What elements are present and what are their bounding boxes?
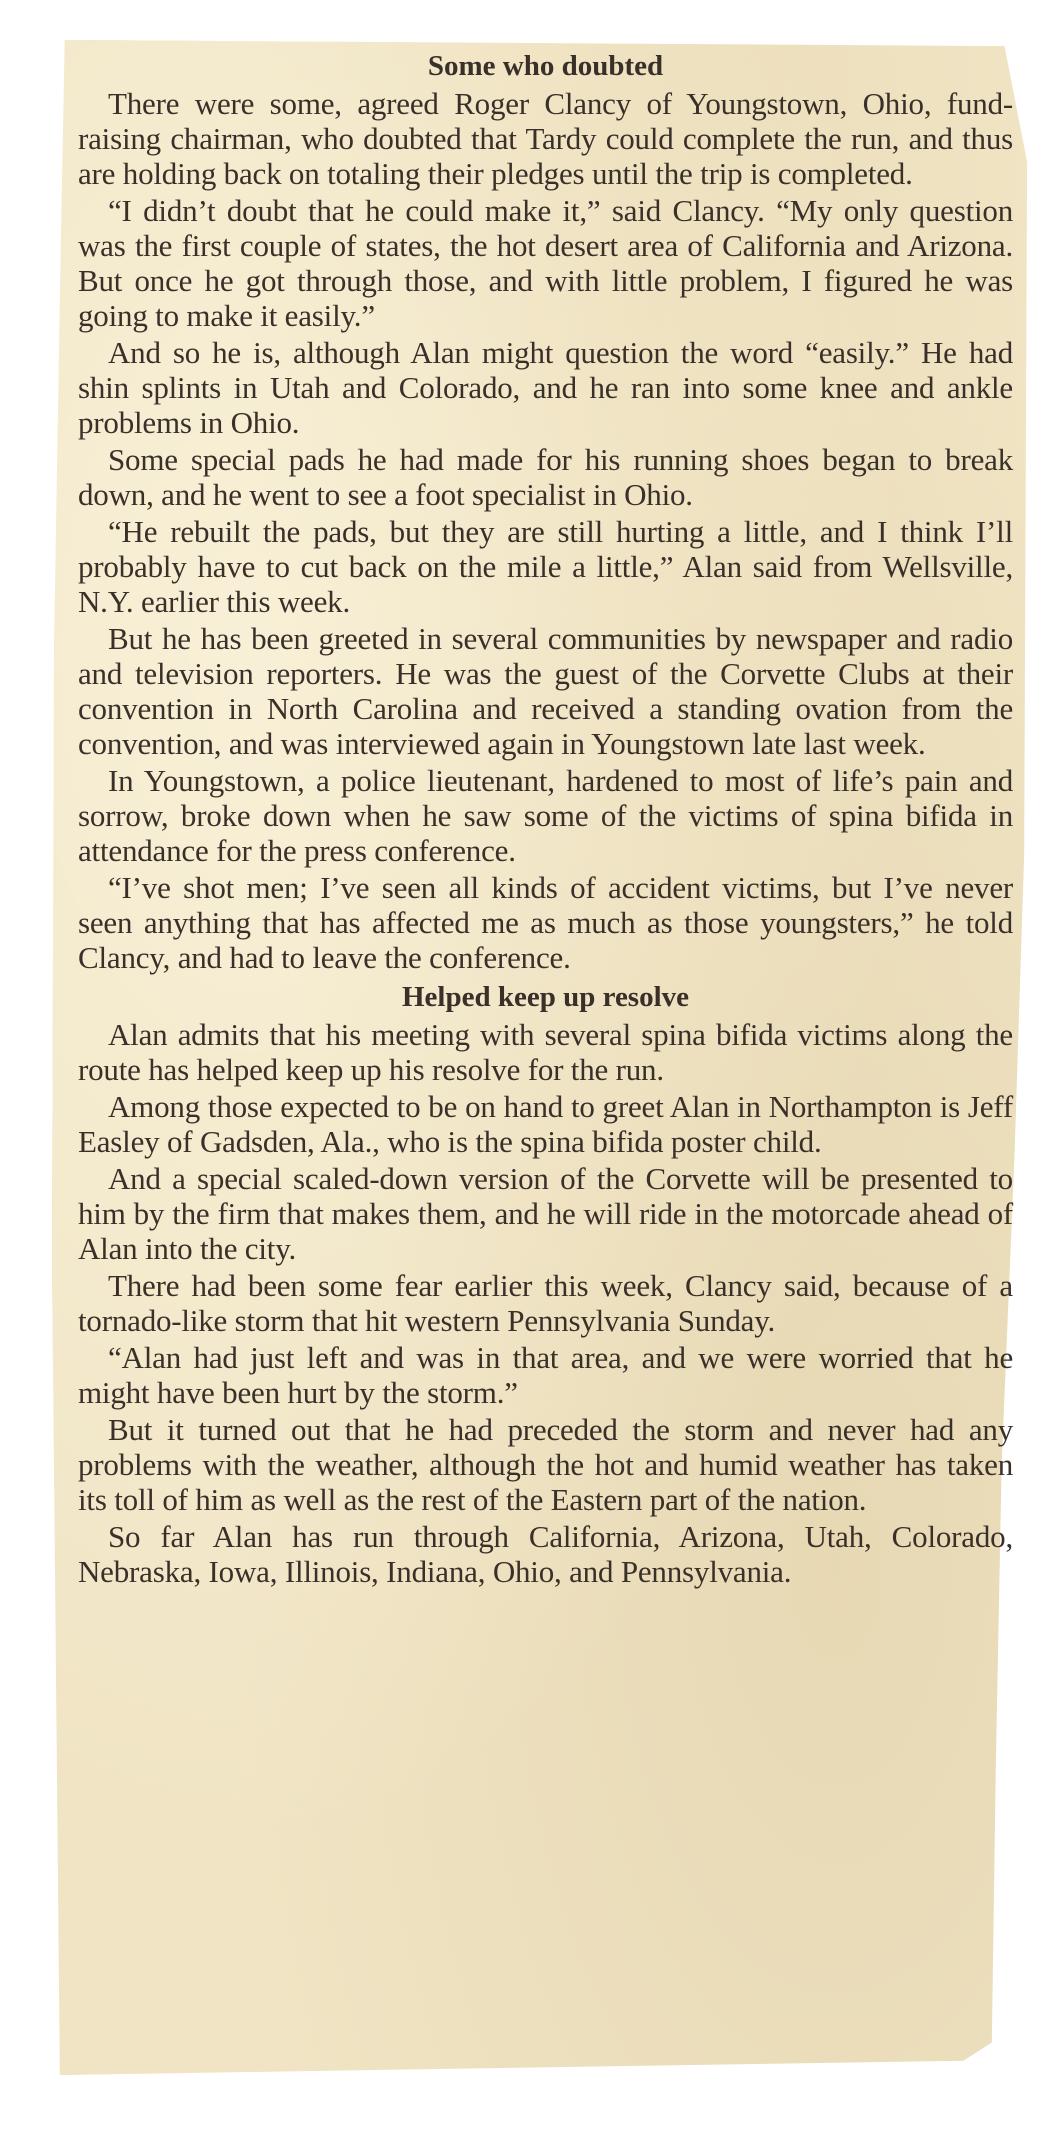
paragraph: There were some, agreed Roger Clancy of Youngstown, Ohio, fund-raising chairman, who doubted that Tardy could complete the run, and thus are holding back on totaling their pledges until the trip is completed. xyxy=(78,86,1013,191)
paragraph: And a special scaled-down version of the Corvette will be presented to him by the firm that makes them, and he will ride in the motorcade ahead of Alan into the city. xyxy=(78,1161,1013,1266)
paragraph: Some special pads he had made for his running shoes began to break down, and he went to see a foot specialist in Ohio. xyxy=(78,442,1013,512)
paragraph: Among those expected to be on hand to greet Alan in Northampton is Jeff Easley of Gadsden, Ala., who is the spina bifida poster child. xyxy=(78,1089,1013,1159)
paragraph: But he has been greeted in several communities by newspaper and radio and television reporters. He was the guest of the Corvette Clubs at their convention in North Carolina and received a standing ovation from the convention, and was interviewed again in Youngstown late last week. xyxy=(78,621,1013,761)
paragraph: There had been some fear earlier this week, Clancy said, because of a tornado-like storm that hit western Pennsylvania Sunday. xyxy=(78,1268,1013,1338)
paragraph: “I didn’t doubt that he could make it,” said Clancy. “My only question was the first couple of states, the hot desert area of California and Arizona. But once he got through those, and with little problem, I figured he was going to make it easily.” xyxy=(78,193,1013,333)
paragraph: So far Alan has run through California, Arizona, Utah, Colorado, Nebraska, Iowa, Illinois, Indiana, Ohio, and Pennsylvania. xyxy=(78,1519,1013,1589)
subhead-some-who-doubted: Some who doubted xyxy=(427,50,664,82)
article-column xyxy=(78,44,1013,1591)
paragraph: And so he is, although Alan might question the word “easily.” He had shin splints in Utah and Colorado, and he ran into some knee and ankle problems in Ohio. xyxy=(78,335,1013,440)
paragraph: “I’ve shot men; I’ve seen all kinds of accident victims, but I’ve never seen anything that has affected me as much as those youngsters,” he told Clancy, and had to leave the conference. xyxy=(78,870,1013,975)
paragraph: In Youngstown, a police lieutenant, hardened to most of life’s pain and sorrow, broke down when he saw some of the victims of spina bifida in attendance for the press conference. xyxy=(78,763,1013,868)
subhead-helped-keep-up-resolve: Helped keep up resolve xyxy=(401,981,690,1013)
paragraph: Alan admits that his meeting with several spina bifida victims along the route has helped keep up his resolve for the run. xyxy=(78,1017,1013,1087)
paragraph: But it turned out that he had preceded the storm and never had any problems with the weather, although the hot and humid weather has taken its toll of him as well as the rest of the Eastern part of the nation. xyxy=(78,1412,1013,1517)
paragraph: “Alan had just left and was in that area, and we were worried that he might have been hurt by the storm.” xyxy=(78,1340,1013,1410)
paragraph: “He rebuilt the pads, but they are still hurting a little, and I think I’ll probably have to cut back on the mile a little,” Alan said from Wellsville, N.Y. earlier this week. xyxy=(78,514,1013,619)
